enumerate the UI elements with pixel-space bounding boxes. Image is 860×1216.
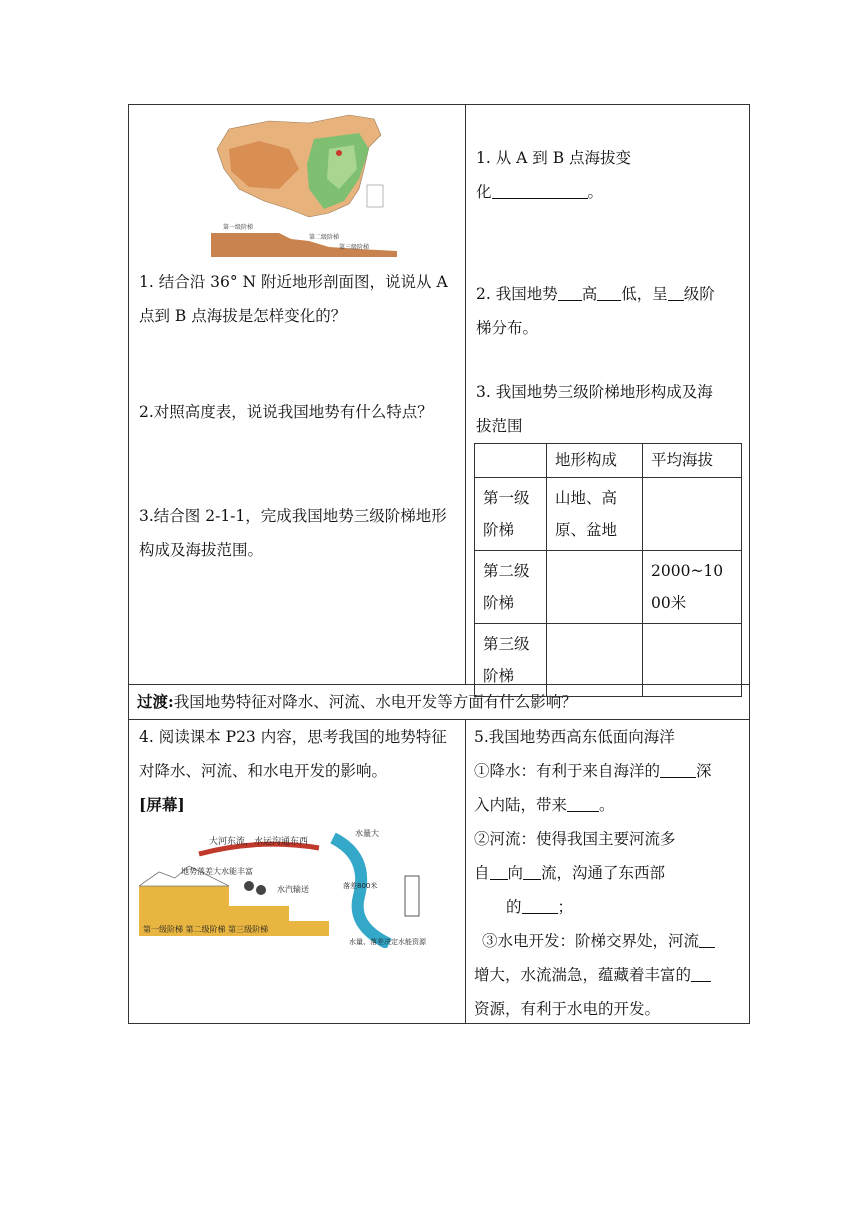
diagram-label-steps: 第一级阶梯 第二级阶梯 第三级阶梯	[143, 925, 269, 934]
steps-table-row2-altitude: 2000~1000米	[643, 551, 742, 624]
answer-2-part1: 2. 我国地势	[476, 285, 558, 303]
steps-table-row2-step: 第二级阶梯	[475, 551, 547, 624]
question-3: 3.结合图 2-1-1，完成我国地势三级阶梯地形构成及海拔范围。	[139, 507, 447, 559]
answer-5-blank-vapor[interactable]	[660, 759, 696, 778]
map-label-step2: 第二级阶梯	[309, 234, 340, 241]
answer-2-blank2[interactable]	[597, 282, 621, 301]
answer-5-line9: 资源，有利于水电的开发。	[474, 1000, 661, 1018]
answer-5-blank-rain[interactable]	[567, 793, 599, 812]
answer-1-line2: 化	[476, 183, 492, 201]
answer-5-line7a: ③水电开发：阶梯交界处，河流	[482, 932, 700, 950]
answer-5-line5a: 自	[474, 864, 490, 882]
answer-2-blank3[interactable]	[668, 282, 684, 301]
steps-table-row1-terrain: 山地、高原、盆地	[547, 478, 643, 551]
steps-table-row3-altitude[interactable]	[643, 624, 742, 697]
answer-1-end: 。	[587, 183, 604, 201]
question-cell-bottom	[129, 720, 466, 1024]
screen-label: [屏幕]	[139, 795, 185, 814]
steps-table-row3-step: 第三级阶梯	[475, 624, 547, 697]
transition-text: 我国地势特征对降水、河流、水电开发等方面有什么影响？	[173, 693, 577, 711]
map-label-step1: 第一级阶梯	[223, 224, 254, 231]
answer-5-blank-from[interactable]	[490, 861, 508, 880]
answer-5-line5c: 流，沟通了东西部	[541, 864, 666, 882]
steps-table-row2-terrain[interactable]	[547, 551, 643, 624]
steps-table-header-2: 平均海拔	[643, 444, 742, 478]
answer-5-line4: ②河流：使得我国主要河流多	[474, 830, 676, 848]
lesson-table	[128, 104, 750, 1024]
steps-table-header-0	[475, 444, 547, 478]
diagram-label-fall: 落差800米	[343, 882, 378, 890]
steps-table	[474, 443, 742, 697]
answer-5-line8a: 增大，水流湍急，蕴藏着丰富的	[474, 966, 692, 984]
answer-5-blank-drop[interactable]	[699, 929, 715, 948]
answer-1	[476, 141, 744, 209]
question-4: 4. 阅读课本 P23 内容，思考我国的地势特征对降水、河流、和水电开发的影响。	[139, 728, 447, 780]
answer-5-blank-energy[interactable]	[691, 963, 711, 982]
answer-5-blank-to[interactable]	[523, 861, 541, 880]
answer-5-line2a: ①降水：有利于来自海洋的	[474, 762, 661, 780]
question-1: 1. 结合沿 36° N 附近地形剖面图，说说从 A 点到 B 点海拔是怎样变化的？	[139, 273, 448, 325]
answer-2-part3: 低，呈	[621, 285, 668, 303]
answer-cell-bottom	[466, 720, 750, 1024]
map-label-step3: 第三级阶梯	[339, 244, 370, 251]
question-2: 2.对照高度表，说说我国地势有什么特点？	[139, 403, 433, 421]
answer-2-line2: 梯分布。	[476, 319, 539, 337]
answer-5-line6b: ；	[557, 898, 574, 916]
answer-5-line5b: 向	[507, 864, 524, 882]
question-cell-top	[129, 105, 466, 685]
steps-table-row3-terrain[interactable]	[547, 624, 643, 697]
diagram-label-vapor: 水汽输送	[277, 885, 309, 894]
answer-5-line3a: 入内陆，带来	[474, 796, 568, 814]
terrain-map-figure	[209, 109, 399, 257]
answer-5-blank-traffic[interactable]	[522, 895, 558, 914]
steps-table-header-1: 地形构成	[547, 444, 643, 478]
diagram-label-top: 大河东流，水运沟通东西	[209, 837, 309, 847]
diagram-caption: 水量、落差决定水能资源	[349, 938, 426, 946]
answer-cell-top	[466, 105, 750, 685]
answer-3	[476, 375, 748, 443]
answer-5-line3b: 。	[599, 796, 615, 814]
transition-label: 过渡:	[137, 692, 174, 711]
answer-3-line1: 3. 我国地势三级阶梯地形构成及海	[476, 383, 713, 401]
answer-1-blank[interactable]	[492, 180, 588, 199]
answer-2-part4: 级阶	[683, 285, 715, 303]
answer-5-line6a: 的	[506, 898, 522, 916]
answer-3-line2: 拔范围	[476, 417, 523, 435]
steps-table-row1-step: 第一级阶梯	[475, 478, 547, 551]
answer-2-part2: 高	[581, 285, 598, 303]
answer-5	[474, 720, 748, 1026]
answer-2-blank1[interactable]	[558, 282, 582, 301]
answer-5-line2b: 深	[696, 762, 712, 780]
diagram-label-water: 水量大	[355, 829, 379, 838]
steps-table-row1-altitude[interactable]	[643, 478, 742, 551]
diagram-label-drop: 地势落差大水能丰富	[181, 867, 253, 876]
answer-1-prefix: 1. 从 A 到 B 点海拔变	[476, 149, 632, 167]
answer-2	[476, 277, 746, 345]
answer-5-line1: 5.我国地势西高东低面向海洋	[474, 728, 675, 746]
hydropower-diagram	[139, 826, 457, 948]
